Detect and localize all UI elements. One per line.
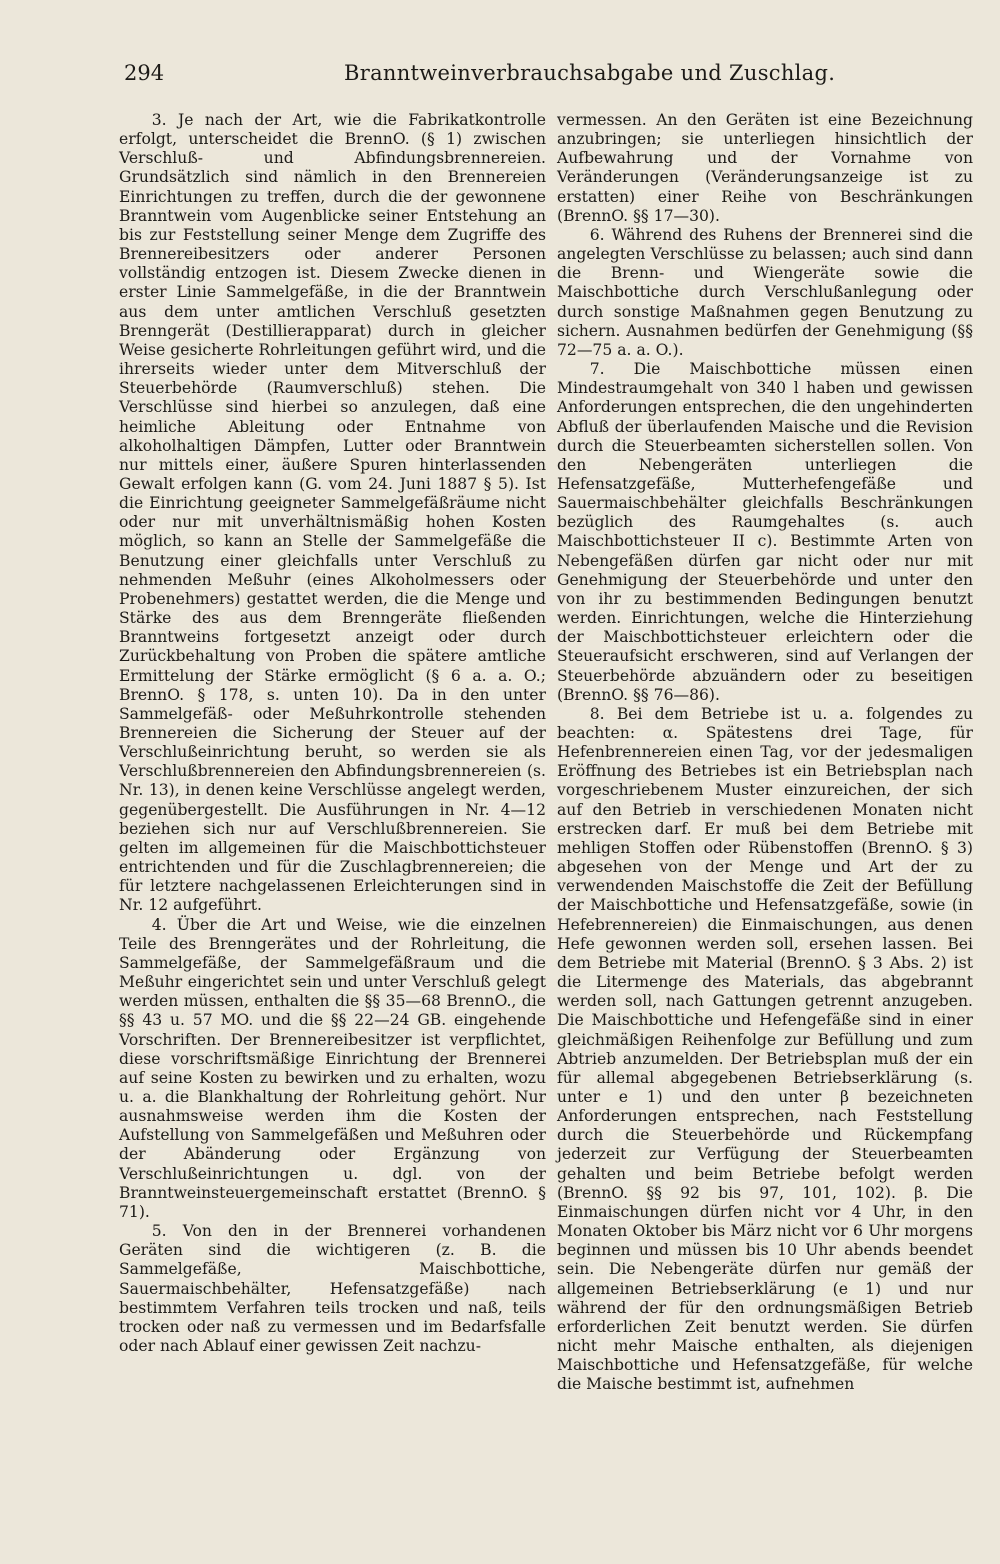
paragraph-8: 8. Bei dem Betriebe ist u. a. folgendes zu beachten: α. Spätestens drei Tage, für Hefenbrennereien einen Tag, vor der jedesmaligen Eröffnung des Betriebes ist ein Betriebsplan nach vorgeschriebenem Muster einzureichen, der sich auf den Betrieb in verschiedenen Monaten nicht erstrecken darf. Er muß bei dem Betriebe mit mehligen Stoffen oder Rübenstoffen (BrennO. § 3) abgesehen von der Menge und Art der zu verwendenden Maischstoffe die Zeit der Befüllung der Maischbottiche und Hefensatzgefäße, sowie (in Hefebrennereien) die Einmaischungen, aus denen Hefe gewonnen werden soll, ersehen lassen. Bei dem Betriebe mit Material (BrennO. § 3 Abs. 2) ist die Litermenge des Materials, das abgebrannt werden soll, nach Gattungen getrennt anzugeben. Die Maischbottiche und Hefengefäße sind in einer gleichmäßigen Reihenfolge zur Befüllung und zum Abtrieb anzumelden. Der Betriebsplan muß der ein für allemal abgegebenen Betriebserklärung (s. unter e 1) und den unter β bezeichneten Anforderungen entsprechen, nach Feststellung durch die Steuerbehörde und Rückempfang jederzeit zur Verfügung der Steuerbeamten gehalten und beim Betriebe befolgt werden (BrennO. §§ 92 bis 97, 101, 102). β. Die Einmaischungen dürfen nicht vor 4 Uhr, in den Monaten Oktober bis März nicht vor 6 Uhr morgens beginnen und müssen bis 10 Uhr abends beendet sein. Die Nebengeräte dürfen nur gemäß der allgemeinen Betriebserklärung (e 1) und nur während der für den ordnungsmäßigen Betrieb erforderlichen Zeit benutzt werden. Sie dürfen nicht mehr Maische enthalten, als diejenigen Maischbottiche und Hefensatzgefäße, für welche die Maische bestimmt ist, aufnehmen [557,704,973,1394]
paragraph-7: 7. Die Maischbottiche müssen einen Mindestraumgehalt von 340 l haben und gewissen Anforderungen entsprechen, die den ungehinderten Abfluß der überlaufenden Maische und die Revision durch die Steuerbeamten sicherstellen sollen. Von den Nebengeräten unterliegen die Hefensatzgefäße, Mutterhefengefäße und Sauermaischbehälter gleichfalls Beschränkungen bezüglich des Raumgehaltes (s. auch Maischbottichsteuer II c). Bestimmte Arten von Nebengefäßen dürfen gar nicht oder nur mit Genehmigung der Steuerbehörde und unter den von ihr zu bestimmenden Bedingungen benutzt werden. Einrichtungen, welche die Hinterziehung der Maischbottichsteuer erleichtern oder die Steueraufsicht erschweren, sind auf Verlangen der Steuerbehörde abzuändern oder zu beseitigen (BrennO. §§ 76—86). [557,360,973,704]
page-header [124,58,972,88]
paragraph-4: 4. Über die Art und Weise, wie die einzelnen Teile des Brenngerätes und der Rohrleitung, die Sammelgefäße, der Sammelgefäßraum und die Meßuhr eingerichtet sein und unter Verschluß gelegt werden müssen, enthalten die §§ 35—68 BrennO., die §§ 43 u. 57 MO. und die §§ 22—24 GB. eingehende Vorschriften. Der Brennereibesitzer ist verpflichtet, diese vorschriftsmäßige Einrichtung der Brennerei auf seine Kosten zu bewirken und zu erhalten, wozu u. a. die Blankhaltung der Rohrleitung gehört. Nur ausnahmsweise werden ihm die Kosten der Aufstellung von Sammelgefäßen und Meßuhren oder der Abänderung oder Ergänzung von Verschlußeinrichtungen u. dgl. von der Branntweinsteuergemeinschaft erstattet (BrennO. § 71). [119,915,546,1221]
running-title: Branntweinverbrauchsabgabe und Zuschlag. [344,61,836,85]
right-column [557,111,973,1394]
paragraph-6: 6. Während des Ruhens der Brennerei sind die angelegten Verschlüsse zu belassen; auch sind dann die Brenn- und Wiengeräte sowie die Maischbottiche durch Verschlußanlegung oder durch sonstige Maßnahmen gegen Benutzung zu sichern. Ausnahmen bedürfen der Genehmigung (§§ 72—75 a. a. O.). [557,225,973,359]
page-number: 294 [124,61,165,85]
paragraph-5: 5. Von den in der Brennerei vorhandenen Geräten sind die wichtigeren (z. B. die Sammelgefäße, Maischbottiche, Sauermaischbehälter, Hefensatzgefäße) nach bestimmtem Verfahren teils trocken und naß, teils trocken oder naß zu vermessen und im Bedarfsfalle oder nach Ablauf einer gewissen Zeit nachzu- [119,1222,546,1355]
paragraph-3: 3. Je nach der Art, wie die Fabrikatkontrolle erfolgt, unterscheidet die BrennO. (§ 1) zwischen Verschluß- und Abfindungsbrennereien. Grundsätzlich sind nämlich in den Brennereien Einrichtungen zu treffen, durch die der gewonnene Branntwein vom Augenblicke seiner Entstehung an bis zur Feststellung seiner Menge dem Zugriffe des Brennereibesitzers oder anderer Personen vollständig entzogen ist. Diesem Zwecke dienen in erster Linie Sammelgefäße, in die der Branntwein aus dem unter amtlichen Verschluß gesetzten Brenngerät (Destillierapparat) durch in gleicher Weise gesicherte Rohrleitungen geführt wird, und die ihrerseits wieder unter dem Mitverschluß der Steuerbehörde (Raumverschluß) stehen. Die Verschlüsse sind hierbei so anzulegen, daß eine heimliche Ableitung oder Entnahme von alkoholhaltigen Dämpfen, Lutter oder Branntwein nur mittels einer, äußere Spuren hinterlassenden Gewalt erfolgen kann (G. vom 24. Juni 1887 § 5). Ist die Einrichtung geeigneter Sammelgefäßräume nicht oder nur mit unverhältnismäßig hohen Kosten möglich, so kann an Stelle der Sammelgefäße die Benutzung einer gleichfalls unter Verschluß zu nehmenden Meßuhr (eines Alkoholmessers oder Probenehmers) gestattet werden, die die Menge und Stärke des aus dem Brenngeräte fließenden Branntweins fortgesetzt anzeigt oder durch Zurückbehaltung von Proben die spätere amtliche Ermittelung der Stärke ermöglicht (§ 6 a. a. O.; BrennO. § 178, s. unten 10). Da in den unter Sammelgefäß- oder Meßuhrkontrolle stehenden Brennereien die Sicherung der Steuer auf der Verschlußeinrichtung beruht, so werden sie als Verschlußbrennereien den Abfindungsbrennereien (s. Nr. 13), in denen keine Verschlüsse angelegt werden, gegenübergestellt. Die Ausführungen in Nr. 4—12 beziehen sich nur auf Verschlußbrennereien. Sie gelten im allgemeinen für die Maischbottichsteuer entrichtenden und für die Zuschlagbrennereien; die für letztere nachgelassenen Erleichterungen sind in Nr. 12 aufgeführt. [119,111,546,915]
left-column [119,111,546,1356]
paragraph-5-continued: vermessen. An den Geräten ist eine Bezeichnung anzubringen; sie unterliegen hinsichtlich der Aufbewahrung und der Vornahme von Veränderungen (Veränderungsanzeige ist zu erstatten) einer Reihe von Beschränkungen (BrennO. §§ 17—30). [557,111,973,225]
